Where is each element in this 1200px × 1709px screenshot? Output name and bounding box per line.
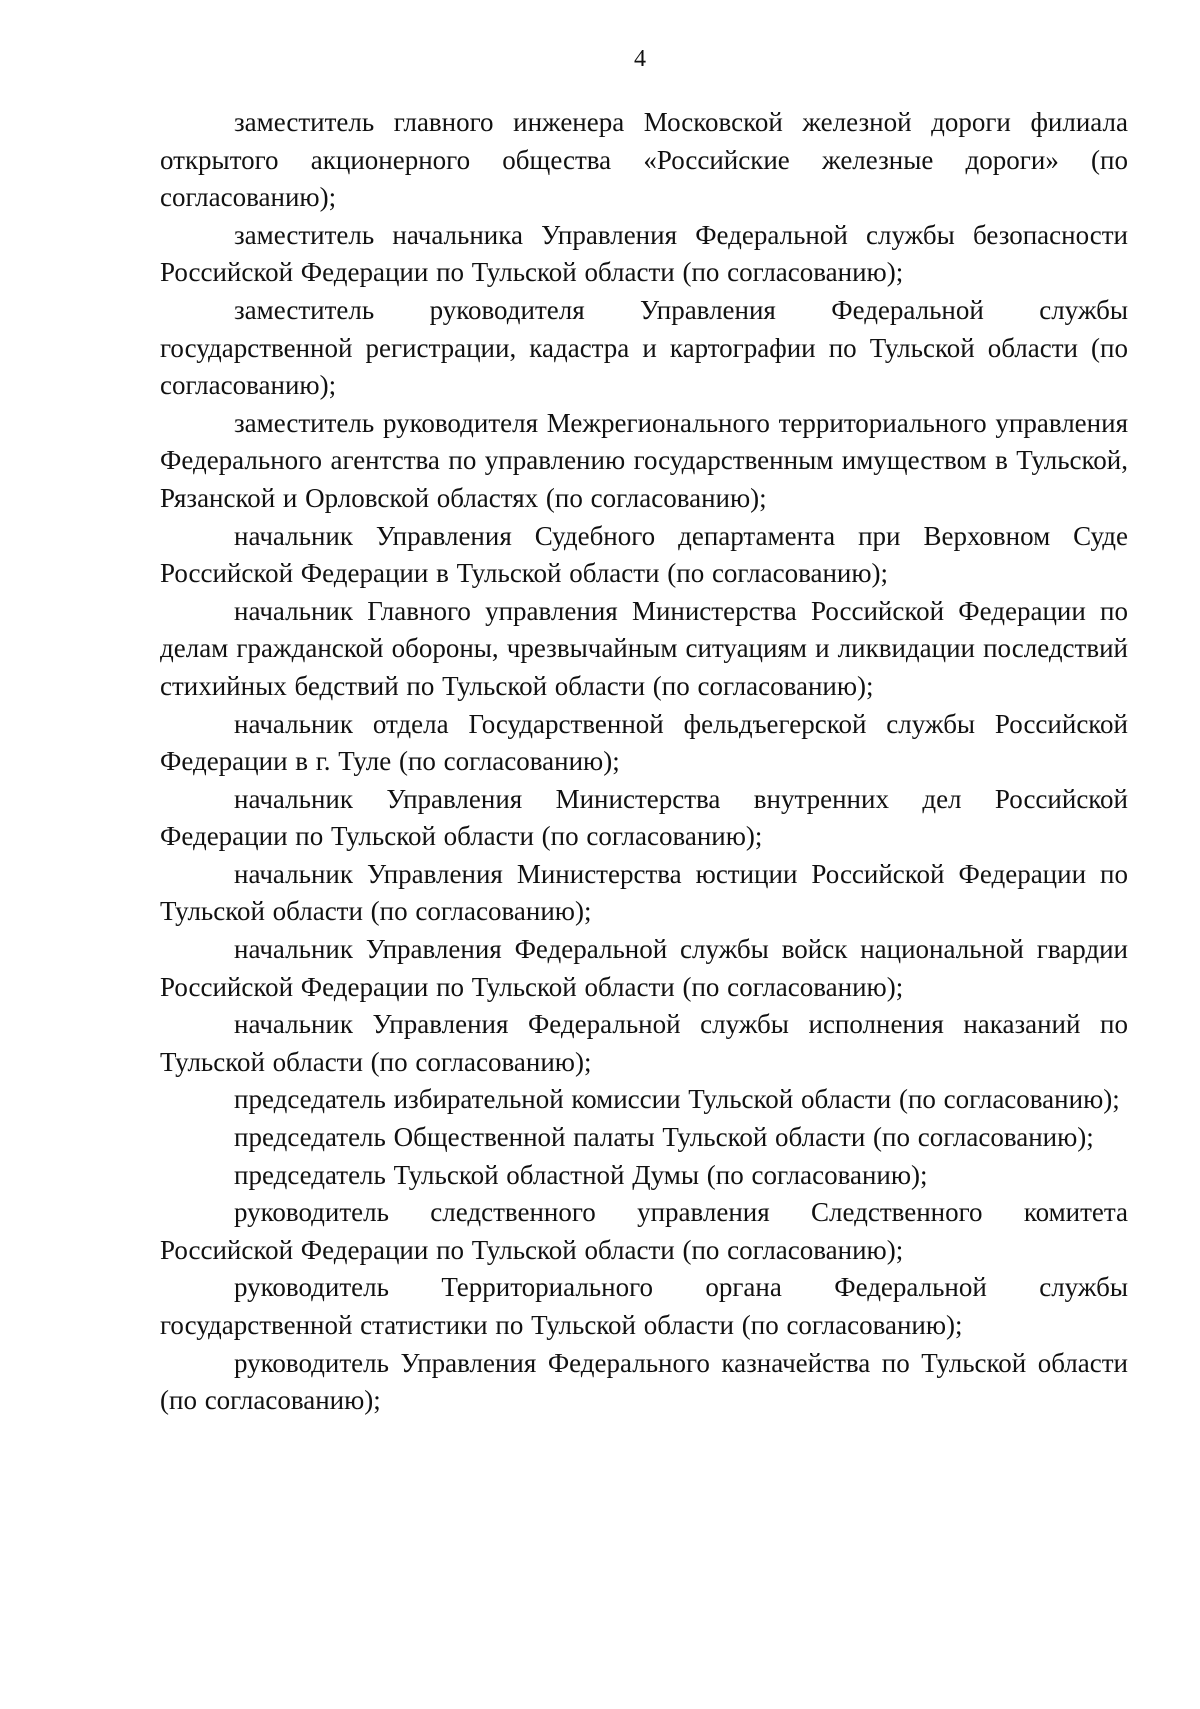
list-item: начальник Управления Судебного департамента при Верховном Суде Российской Федерации в Тульской области (по согласованию); — [160, 520, 1128, 589]
page-number: 4 — [634, 46, 646, 72]
list-item: руководитель следственного управления Следственного комитета Российской Федерации по Тульской области (по согласованию); — [160, 1197, 1128, 1265]
list-item: начальник Управления Федеральной службы исполнения наказаний по Тульской области (по согласованию); — [160, 1009, 1128, 1077]
list-item: заместитель руководителя Управления Федеральной службы государственной регистрации, кадастра и картографии по Тульской области (по согласованию); — [160, 294, 1128, 401]
list-item: начальник Управления Министерства юстиции Российской Федерации по Тульской области (по согласованию); — [160, 858, 1128, 927]
list-item: заместитель руководителя Межрегионального территориального управления Федерального агентства по управлению государственным имуществом в Тульской, Рязанской и Орловской областях (по согласованию); — [160, 407, 1128, 513]
list-item: руководитель Территориального органа Федеральной службы государственной статистики по Тульской области (по согласованию); — [160, 1272, 1128, 1340]
list-item: начальник Главного управления Министерства Российской Федерации по делам гражданской обороны, чрезвычайным ситуациям и ликвидации последствий стихийных бедствий по Тульской области (по согласованию); — [160, 595, 1128, 701]
list-item: начальник Управления Федеральной службы войск национальной гвардии Российской Федерации по Тульской области (по согласованию); — [160, 934, 1128, 1002]
list-item: председатель Общественной палаты Тульской области (по согласованию); — [234, 1122, 1094, 1153]
document-body — [160, 104, 1128, 1420]
list-item: начальник Управления Министерства внутренних дел Российской Федерации по Тульской области (по согласованию); — [160, 783, 1128, 852]
list-item: председатель Тульской областной Думы (по согласованию); — [234, 1159, 928, 1190]
list-item: заместитель начальника Управления Федеральной службы безопасности Российской Федерации по Тульской области (по согласованию); — [160, 219, 1128, 288]
list-item: руководитель Управления Федерального казначейства по Тульской области (по согласованию); — [160, 1347, 1128, 1416]
list-item: начальник отдела Государственной фельдъегерской службы Российской Федерации в г. Туле (по согласованию); — [160, 708, 1128, 777]
list-item: заместитель главного инженера Московской железной дороги филиала открытого акционерного общества «Российские железные дороги» (по согласованию); — [160, 107, 1128, 213]
list-item: председатель избирательной комиссии Тульской области (по согласованию); — [234, 1084, 1120, 1115]
